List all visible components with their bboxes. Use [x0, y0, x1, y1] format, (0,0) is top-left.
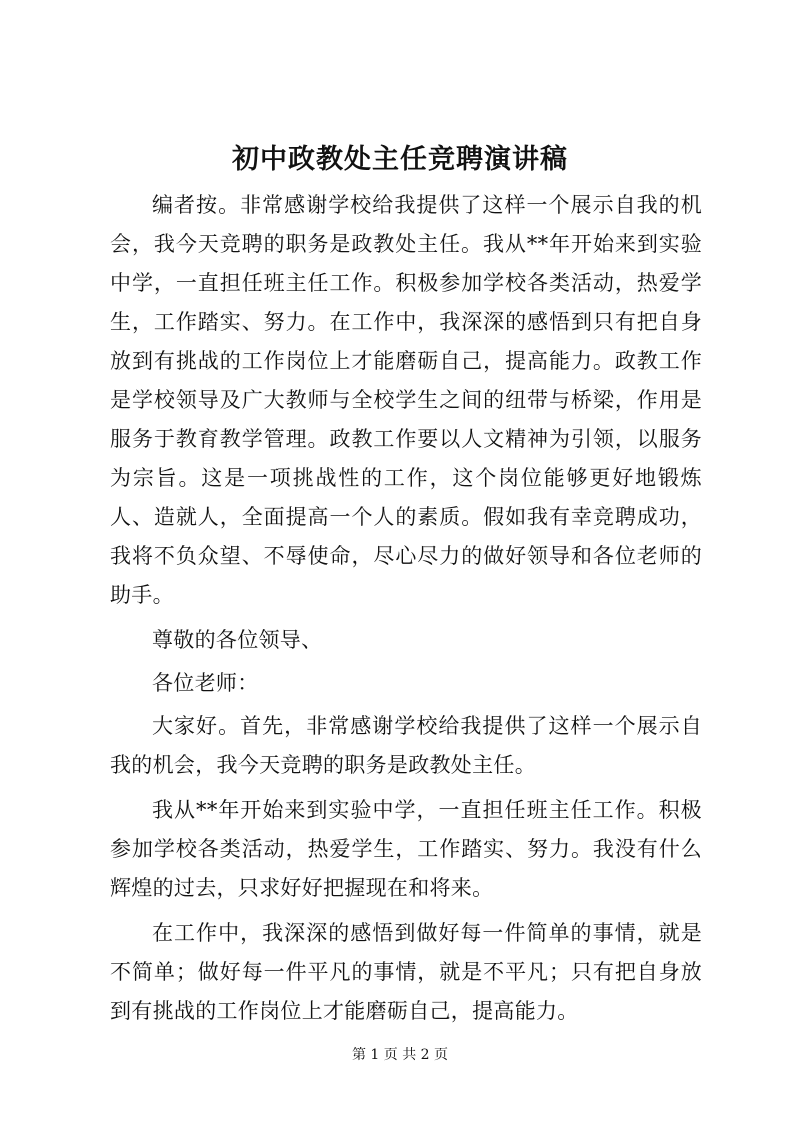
paragraph-salutation-teachers: 各位老师：: [152, 671, 259, 695]
document-body: [110, 186, 702, 1037]
paragraph-salutation-leaders: 尊敬的各位领导、: [152, 628, 323, 652]
paragraph-editor-note: 编者按。非常感谢学校给我提供了这样一个展示自我的机会，我今天竞聘的职务是政教处主任。我从**年开始来到实验中学，一直担任班主任工作。积极参加学校各类活动，热爱学生，工作踏实、努力。在工作中，我深深的感悟到只有把自身放到有挑战的工作岗位上才能磨砺自己，提高能力。政教工作是学校领导及广大教师与全校学生之间的纽带与桥梁，作用是服务于教育教学管理。政教工作要以人文精神为引领，以服务为宗旨。这是一项挑战性的工作，这个岗位能够更好地锻炼人、造就人，全面提高一个人的素质。假如我有幸竞聘成功，我将不负众望、不辱使命，尽心尽力的做好领导和各位老师的助手。: [110, 193, 702, 607]
page-number-footer: 第 1 页 共 2 页: [351, 1047, 449, 1063]
paragraph-experience: 我从**年开始来到实验中学，一直担任班主任工作。积极参加学校各类活动，热爱学生，工作踏实、努力。我没有什么辉煌的过去，只求好好把握现在和将来。: [110, 798, 702, 900]
document-title: 初中政教处主任竞聘演讲稿: [232, 144, 568, 175]
paragraph-reflection: 在工作中，我深深的感悟到做好每一件简单的事情，就是不简单；做好每一件平凡的事情，就是不平凡；只有把自身放到有挑战的工作岗位上才能磨砺自己，提高能力。: [110, 921, 702, 1023]
paragraph-greeting: 大家好。首先，非常感谢学校给我提供了这样一个展示自我的机会，我今天竞聘的职务是政教处主任。: [110, 714, 702, 777]
